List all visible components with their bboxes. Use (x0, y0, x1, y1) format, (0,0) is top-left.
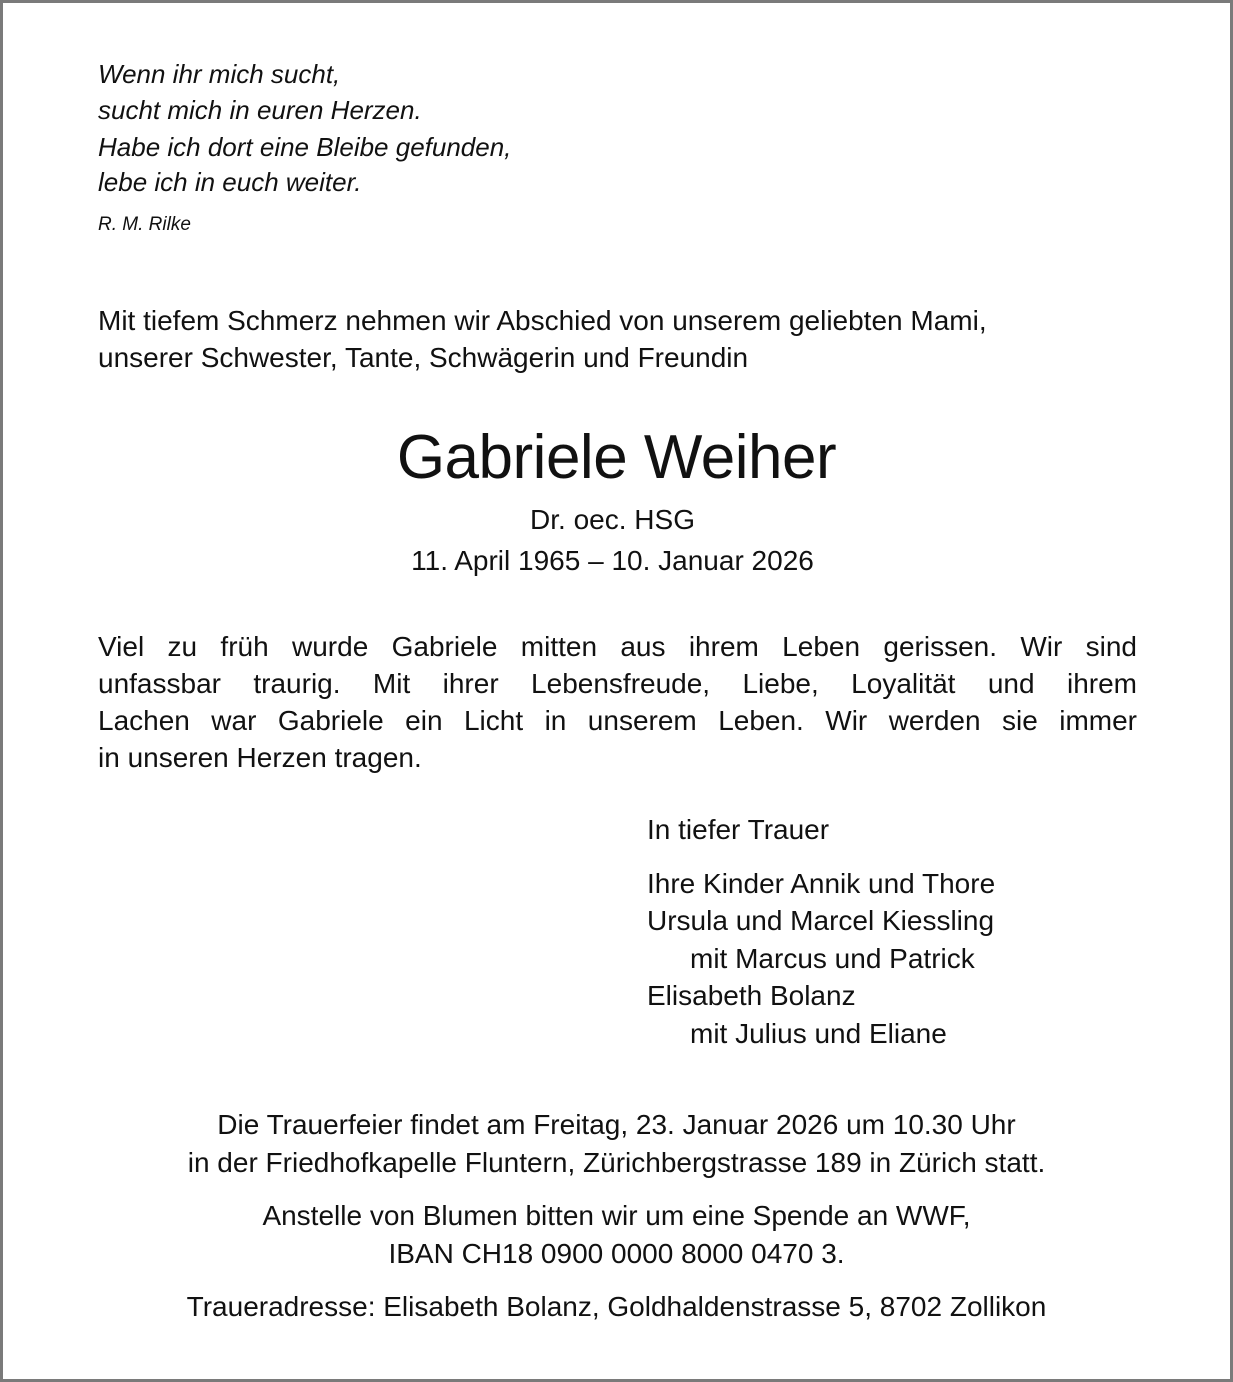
poem-line: Wenn ihr mich sucht, (98, 59, 341, 89)
deceased-dates: 11. April 1965 – 10. Januar 2026 (411, 545, 814, 576)
mourners-heading: In tiefer Trauer (647, 814, 830, 845)
mourner-line: mit Julius und Eliane (690, 1018, 947, 1049)
mourner-line: Ihre Kinder Annik und Thore (647, 868, 996, 899)
tribute-line: in unseren Herzen tragen. (98, 742, 422, 773)
service-line: in der Friedhofkapelle Fluntern, Zürichbergstrasse 189 in Zürich statt. (187, 1147, 1046, 1178)
poem-line: Habe ich dort eine Bleibe gefunden, (98, 132, 512, 162)
intro-line: Mit tiefem Schmerz nehmen wir Abschied von unserem geliebten Mami, (98, 305, 987, 336)
mourner-line: mit Marcus und Patrick (690, 943, 975, 974)
intro-line: unserer Schwester, Tante, Schwägerin und Freundin (98, 342, 749, 373)
donation-line: Anstelle von Blumen bitten wir um eine Spende an WWF, (262, 1200, 971, 1231)
service-line: Die Trauerfeier findet am Freitag, 23. Januar 2026 um 10.30 Uhr (217, 1109, 1016, 1140)
poem-author: R. M. Rilke (98, 214, 191, 235)
donation-line: IBAN CH18 0900 0000 8000 0470 3. (388, 1238, 845, 1269)
poem-line: sucht mich in euren Herzen. (98, 95, 422, 125)
poem-line: lebe ich in euch weiter. (98, 167, 362, 197)
mourner-line: Ursula und Marcel Kiessling (647, 905, 995, 936)
mourning-address: Traueradresse: Elisabeth Bolanz, Goldhaldenstrasse 5, 8702 Zollikon (186, 1291, 1047, 1322)
tribute-line: Lachen war Gabriele ein Licht in unserem Leben. Wir werden sie immer (98, 705, 1137, 736)
mourner-line: Elisabeth Bolanz (647, 980, 856, 1011)
deceased-name: Gabriele Weiher (396, 423, 837, 492)
tribute-line: Viel zu früh wurde Gabriele mitten aus ihrem Leben gerissen. Wir sind (98, 631, 1137, 662)
deceased-title: Dr. oec. HSG (530, 504, 695, 535)
tribute-line: unfassbar traurig. Mit ihrer Lebensfreude, Liebe, Loyalität und ihrem (98, 668, 1137, 699)
